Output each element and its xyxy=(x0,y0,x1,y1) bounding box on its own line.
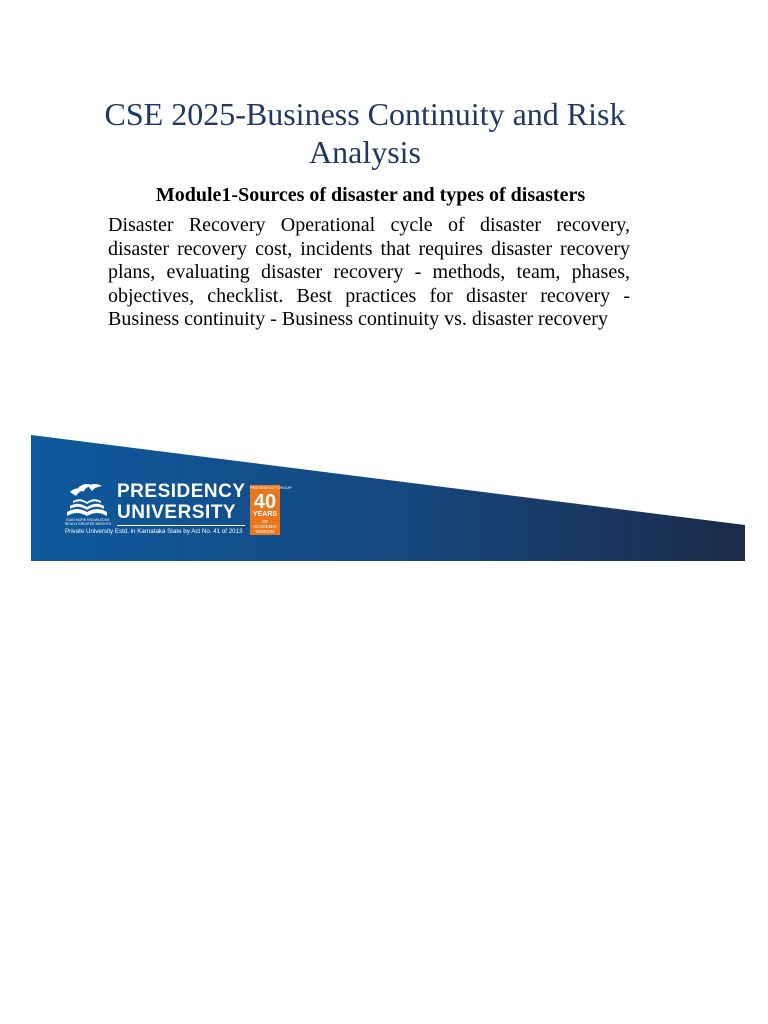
logo-name xyxy=(117,481,246,523)
module-description: Disaster Recovery Operational cycle of disaster recovery, disaster recovery cost, incidents that requires disaster recovery plans, evaluating disaster recovery - methods, team, phases, objectives, checklist. Best practices for disaster recovery - Business continuity - Business continuity vs. disaster recovery xyxy=(108,214,630,330)
logo-motto: GAIN MORE KNOWLEDGE REACH GREATER HEIGHTS xyxy=(64,518,112,526)
logo-subtitle: Private University Estd. in Karnataka State by Act No. 41 of 2013 xyxy=(65,528,243,535)
logo-name-line1: PRESIDENCY xyxy=(117,481,246,502)
logo-name-line2: UNIVERSITY xyxy=(117,502,237,523)
badge-group-label: PRESIDENCY GROUP xyxy=(250,485,292,490)
anniversary-badge xyxy=(250,485,292,535)
logo-divider xyxy=(117,525,245,526)
badge-years: YEARS xyxy=(252,511,278,518)
open-book-icon xyxy=(64,482,110,522)
badge-number: 40 xyxy=(253,491,277,513)
presidency-university-logo xyxy=(62,480,292,545)
document-title: CSE 2025-Business Continuity and Risk Analysis xyxy=(104,96,626,170)
module-heading: Module1-Sources of disaster and types of disasters xyxy=(155,184,586,206)
badge-tagline: OF ACADEMIC WISDOM xyxy=(253,519,277,534)
